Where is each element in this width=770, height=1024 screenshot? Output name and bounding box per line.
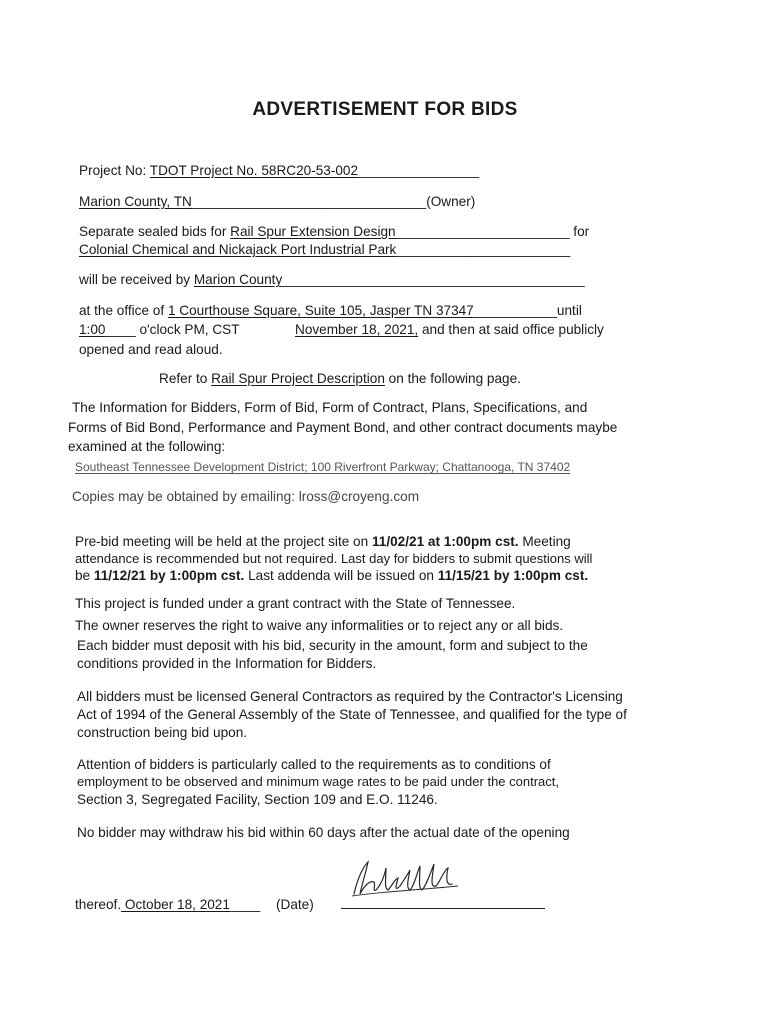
copies-line: Copies may be obtained by emailing: lross@croyeng.com [72,489,420,504]
bid-clock: o'clock PM, CST [135,322,240,337]
addenda-text: Last addenda will be issued on [244,568,438,583]
prebid-date: 11/02/21 at 1:00pm cst. [371,534,519,549]
withdraw-line: No bidder may withdraw his bid within 60 days after the actual date of the opening [77,825,570,840]
office-until: until [556,303,582,318]
received-line [79,271,585,288]
project-design: Rail Spur Extension Design [230,224,396,239]
office-line-3: opened and read aloud. [79,342,223,357]
thereof-line [75,896,260,913]
design-fill: _______________________ [395,224,570,239]
prebid-meeting: Meeting [518,534,571,549]
funded-line: This project is funded under a grant contract with the State of Tennessee. [75,596,516,611]
prebid-line-1 [75,533,571,550]
owner-label: (Owner) [426,194,476,209]
office-line-1 [79,302,582,319]
licensed-line-2: Act of 1994 of the General Assembly of the State of Tennessee, and qualified for the type of [77,707,627,722]
prebid-be: be [75,568,94,583]
thereof-date: October 18, 2021 [121,897,230,912]
addenda-deadline: 11/15/21 by 1:00pm cst. [437,568,589,583]
project-label: Project No: [79,163,150,178]
info-line-3: examined at the following: [68,439,226,454]
bids-for: for [569,224,590,239]
signature-line [341,908,545,909]
attention-line-1: Attention of bidders is particularly called to the requirements as to conditions of [77,757,551,772]
bids-line-1 [79,223,589,240]
reserves-line: The owner reserves the right to waive any informalities or to reject any or all bids. [75,618,564,633]
bid-date: November 18, 2021, [295,322,419,337]
deposit-line-1: Each bidder must deposit with his bid, security in the amount, form and subject to the [77,638,588,653]
office-prefix: at the office of [79,303,168,318]
attention-line-2: employment to be observed and minimum wage rates to be paid under the contract, [77,774,559,789]
document-title: ADVERTISEMENT FOR BIDS [252,99,518,120]
prebid-line-3 [75,567,588,584]
received-prefix: will be received by [79,272,194,287]
time-fill: ____ [105,322,136,337]
project-line [79,162,479,179]
office-then: and then at said office publicly [418,322,604,337]
deposit-line-2: conditions provided in the Information for Bidders. [77,656,377,671]
examination-location: Southeast Tennessee Development District; 100 Riverfront Parkway; Chattanooga, TN 37402 [75,460,571,474]
bids-prefix: Separate sealed bids for [79,224,231,239]
thereof-prefix: thereof. [75,897,122,912]
refer-suffix: on the following page. [384,371,521,386]
licensed-line-1: All bidders must be licensed General Contractors as required by the Contractor's Licensing [77,689,623,704]
questions-deadline: 11/12/21 by 1:00pm cst. [93,568,245,583]
office-line-2 [79,321,240,338]
licensed-line-3: construction being bid upon. [77,725,248,740]
thereof-fill: ____ [229,897,261,912]
office-address: 1 Courthouse Square, Suite 105, Jasper TN 37347 [167,303,474,318]
project-fill: ________________ [358,163,480,178]
project-park: Colonial Chemical and Nickajack Port Industrial Park [79,242,397,257]
signature-graphic [348,856,468,902]
received-fill: ________________________________________ [282,272,585,287]
refer-prefix: Refer to [159,371,212,386]
refer-line [159,370,521,387]
office-line-2b [295,321,604,338]
park-fill: _______________________ [396,242,571,257]
refer-description: Rail Spur Project Description [211,371,385,386]
project-number: TDOT Project No. 58RC20-53-002 [149,163,359,178]
received-by: Marion County [193,272,283,287]
info-line-1: The Information for Bidders, Form of Bid, Form of Contract, Plans, Specifications, and [72,400,588,415]
date-label: (Date) [276,897,314,912]
owner-fill: _______________________________ [191,194,427,209]
bids-line-2 [79,241,570,258]
owner-name: Marion County, TN [79,194,192,209]
bid-time: 1:00 [79,322,106,337]
prebid-text: Pre-bid meeting will be held at the project site on [75,534,372,549]
attention-line-3: Section 3, Segregated Facility, Section 109 and E.O. 11246. [77,792,438,807]
owner-line [79,193,475,210]
info-line-2: Forms of Bid Bond, Performance and Payment Bond, and other contract documents maybe [68,420,618,435]
address-fill: ___________ [473,303,557,318]
prebid-line-2: attendance is recommended but not required. Last day for bidders to submit questions will [75,551,593,566]
